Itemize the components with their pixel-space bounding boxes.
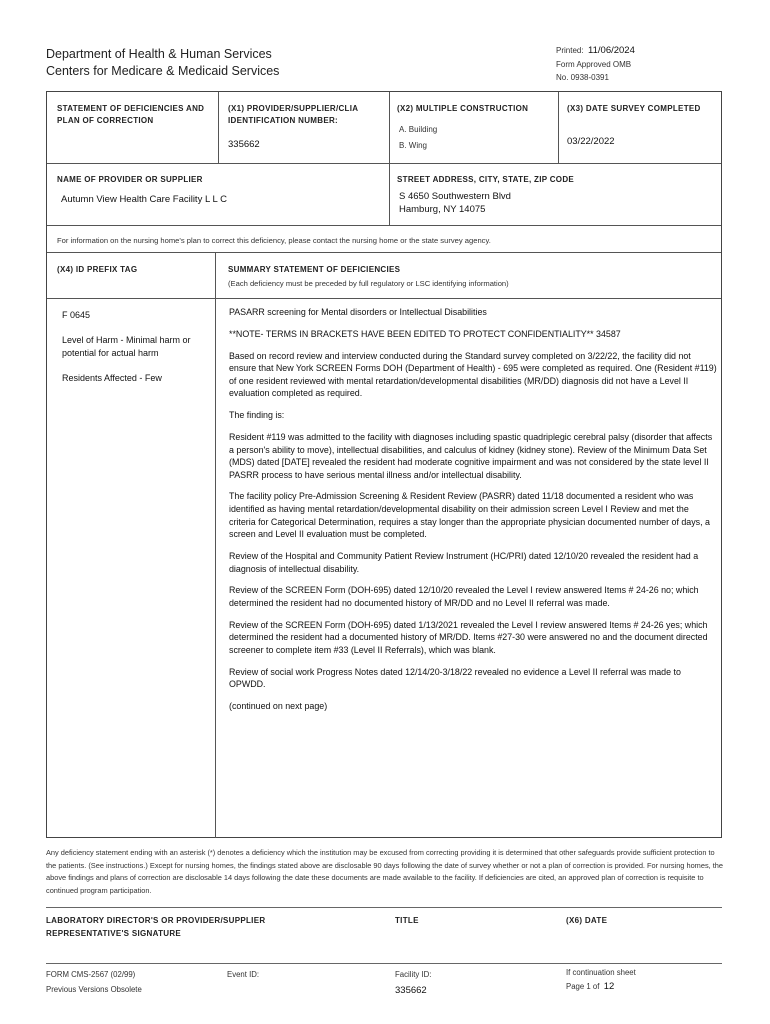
provider-id: 335662	[228, 139, 260, 150]
centers-name: Centers for Medicare & Medicaid Services	[46, 64, 280, 78]
summary-sublabel: (Each deficiency must be preceded by full regulatory or LSC identifying information)	[228, 279, 509, 288]
summary-label: SUMMARY STATEMENT OF DEFICIENCIES	[228, 265, 401, 274]
provider-name-label: NAME OF PROVIDER OR SUPPLIER	[57, 175, 203, 184]
address-label: STREET ADDRESS, CITY, STATE, ZIP CODE	[397, 175, 575, 184]
page-total: 12	[603, 981, 615, 992]
summary-paragraph: **NOTE- TERMS IN BRACKETS HAVE BEEN EDITED TO PROTECT CONFIDENTIALITY** 34587	[229, 328, 621, 339]
printed-label: Printed:	[556, 46, 584, 55]
deficiency-form	[46, 91, 722, 838]
residents-affected: Residents Affected - Few	[62, 373, 162, 383]
printed-date: 11/06/2024	[588, 45, 635, 56]
level-of-harm: Level of Harm - Minimal harm or potential for actual harm	[62, 335, 191, 358]
col-divider	[218, 92, 219, 164]
x2-label: (X2) MULTIPLE CONSTRUCTION	[397, 104, 529, 113]
col-divider	[389, 92, 390, 226]
department-name: Department of Health & Human Services	[46, 47, 272, 61]
continuation-label: If continuation sheet	[566, 968, 636, 977]
date-label: (X6) DATE	[566, 916, 608, 925]
row-divider	[47, 252, 721, 253]
tag-id: F 0645	[62, 310, 91, 320]
col-divider	[558, 92, 559, 164]
title-label: TITLE	[395, 916, 419, 925]
disclaimer-text: Any deficiency statement ending with an asterisk (*) denotes a deficiency which the institution may be excused from correcting providing it is determined that other safeguards provide sufficient protection to the patients. (See instructions.) Except for nursing homes, the findings stated above are disclosable 90 days following the date of survey whether or not a plan of correction is provided. For nursing homes, the above findings and plans of correction are disclosable 14 days following the date these documents are made available to the facility. If deficiencies are cited, an approved plan of correction is requisite to continued program participation.	[46, 848, 724, 895]
summary-paragraph: Based on record review and interview conducted during the Standard survey completed on 3/22/22, the facility did not ensure that New York SCREEN Forms DOH (Department of Health) - 695 were completed as required. One (Resident #119) of one resident reviewed with mental retardation/developmental disabilities (MR/DD) diagnosis did not have a Level II evaluation completed as required.	[229, 350, 717, 399]
summary-paragraph: Review of the SCREEN Form (DOH-695) dated 12/10/20 revealed the Level I review answered Items # 24-26 no; which determined the resident had no documented history of MR/DD and no Level II referral was made.	[229, 585, 699, 608]
summary-paragraph: Review of the SCREEN Form (DOH-695) dated 1/13/2021 revealed the Level I review answered Items # 24-26 yes; which determined the resident had a documented history of MR/DD. Items #27-30 were answered no and the document directed screener to complete item #33 (Level II Referrals), which was blank.	[229, 619, 708, 655]
row-divider	[47, 163, 721, 164]
survey-date: 03/22/2022	[567, 136, 615, 147]
summary-paragraph: Review of social work Progress Notes dated 12/14/20-3/18/22 revealed no evidence a Level II referral was made to OPWDD.	[229, 666, 681, 690]
statement-label: STATEMENT OF DEFICIENCIES AND PLAN OF CORRECTION	[57, 104, 205, 125]
signature-divider	[46, 907, 722, 908]
x3-label: (X3) DATE SURVEY COMPLETED	[567, 104, 701, 113]
col-divider	[215, 253, 216, 838]
summary-paragraph: The facility policy Pre-Admission Screening & Resident Review (PASRR) dated 11/18 documented a resident who was identified as having mental retardation/developmental disability on their admission screen Level I Review and met the criteria for Categorical Determination, requires a stay longer than the appropriate physician documented number of days, a screen and Level II evaluation must be completed.	[229, 491, 710, 540]
continued-note: (continued on next page)	[229, 701, 328, 712]
wing-label: B. Wing	[399, 141, 428, 150]
id-prefix-tag-label: (X4) ID PREFIX TAG	[57, 265, 138, 274]
summary-paragraph: PASARR screening for Mental disorders or Intellectual Disabilities	[229, 307, 487, 317]
facility-id: 335662	[395, 985, 427, 996]
row-divider	[47, 298, 721, 299]
page-label: Page 1 of	[566, 982, 600, 991]
row-divider	[47, 225, 721, 226]
x1-label: (X1) PROVIDER/SUPPLIER/CLIA IDENTIFICATION NUMBER:	[228, 104, 359, 125]
form-number: FORM CMS-2567 (02/99)	[46, 970, 136, 979]
summary-paragraph: Resident #119 was admitted to the facility with diagnoses including spastic quadriplegic cerebral palsy (disorder that affects a person's ability to move), intellectual disabilities, and calculus of kidney (kidney stone). Review of the Minimum Data Set (MDS) dated [DATE] revealed the resident had moderate cognitive impairment and was not considered by the state level II PASRR process to have serious mental illness and/or intellectual disability.	[229, 431, 713, 480]
building-label: A. Building	[399, 125, 438, 134]
address-line-1: S 4650 Southwestern Blvd	[399, 191, 511, 202]
facility-id-label: Facility ID:	[395, 970, 432, 979]
signature-label: LABORATORY DIRECTOR'S OR PROVIDER/SUPPLIER REPRESENTATIVE'S SIGNATURE	[46, 916, 266, 938]
agency-header	[46, 46, 279, 80]
contact-info-note: For information on the nursing home's plan to correct this deficiency, please contact the nursing home or the state survey agency.	[57, 236, 491, 245]
form-approved: Form Approved OMB	[556, 59, 632, 69]
deficiency-summary	[229, 306, 717, 722]
print-info	[556, 44, 635, 84]
footer-divider	[46, 963, 722, 964]
omb-number: No. 0938-0391	[556, 72, 609, 82]
summary-paragraph: The finding is:	[229, 410, 285, 421]
event-id-label: Event ID:	[227, 970, 260, 979]
address-line-2: Hamburg, NY 14075	[399, 204, 486, 215]
obsolete-note: Previous Versions Obsolete	[46, 985, 142, 994]
page-indicator	[566, 980, 614, 993]
provider-name: Autumn View Health Care Facility L L C	[61, 194, 227, 205]
summary-paragraph: Review of the Hospital and Community Patient Review Instrument (HC/PRI) dated 12/10/20 revealed the resident had a diagnosis of intellectual disability.	[229, 551, 699, 574]
